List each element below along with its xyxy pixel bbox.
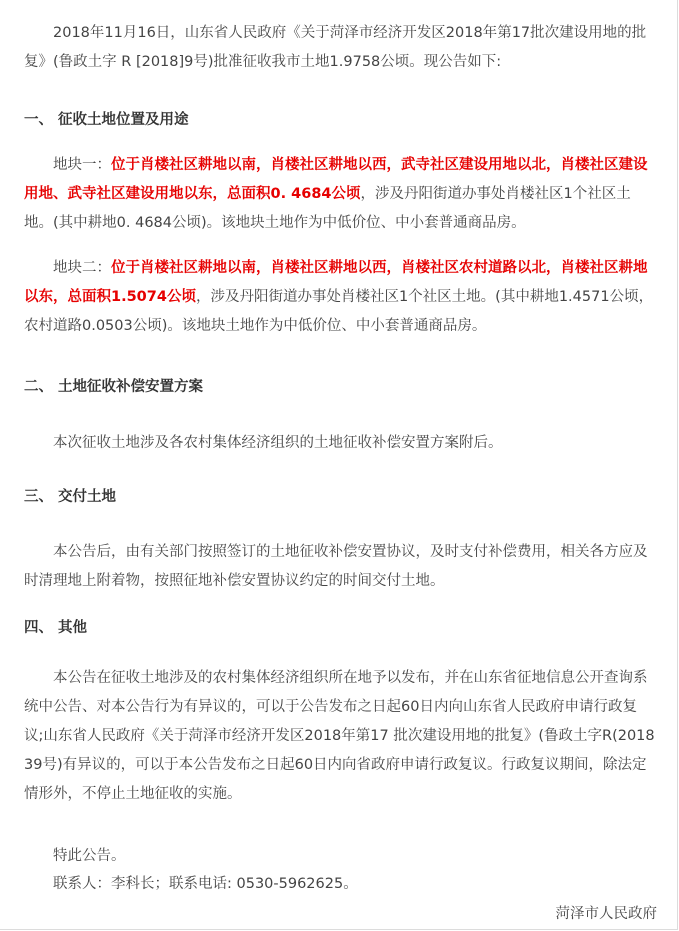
section4-heading: 四、 其他 — [24, 620, 88, 636]
plot2-paragraph — [24, 254, 656, 341]
plot1-location-highlight: 位于肖楼社区耕地以南，肖楼社区耕地以西，武寺社区建设用地以北，肖楼社区建设用地、武寺社区建设用地以东，总面积0. 4684公顷 — [24, 157, 648, 202]
contact-line: 联系人：李科长；联系电话: 0530-5962625。 — [53, 876, 358, 892]
closing-line: 特此公告。 — [53, 848, 126, 864]
plot2-location-highlight: 位于肖楼社区耕地以南，肖楼社区耕地以西，肖楼社区农村道路以北，肖楼社区耕地以东，总面积1.5074公顷 — [24, 260, 648, 305]
section3-body: 本公告后，由有关部门按照签订的土地征收补偿安置协议，及时支付补偿费用，相关各方应及时清理地上附着物，按照征地补偿安置协议约定的时间交付土地。 — [24, 544, 648, 589]
plot2-details: ，涉及丹阳街道办事处肖楼社区1个社区土地。(其中耕地1.4571公顷，农村道路0.0503公顷)。该地块土地作为中低价位、中小套普通商品房。 — [24, 289, 654, 334]
plot1-details: ，涉及丹阳街道办事处肖楼社区1个社区土地。(其中耕地0. 4684公顷)。该地块土地作为中低价位、中小套普通商品房。 — [24, 186, 631, 231]
signature: 菏泽市人民政府 — [555, 906, 657, 922]
plot1-paragraph — [24, 151, 656, 238]
section2-heading: 二、 土地征收补偿安置方案 — [24, 379, 204, 395]
plot2-label: 地块二： — [53, 260, 111, 276]
plot1-label: 地块一： — [53, 157, 111, 173]
intro-paragraph: 2018年11月16日，山东省人民政府《关于菏泽市经济开发区2018年第17批次建设用地的批复》(鲁政土字 R [2018]9号)批准征收我市土地1.9758公顷。现公告如下: — [24, 25, 647, 70]
section2-body: 本次征收土地涉及各农村集体经济组织的土地征收补偿安置方案附后。 — [53, 435, 503, 451]
section1-heading: 一、 征收土地位置及用途 — [24, 112, 189, 128]
section3-heading: 三、 交付土地 — [24, 489, 117, 505]
section4-body: 本公告在征收土地涉及的农村集体经济组织所在地予以发布，并在山东省征地信息公开查询系统中公告、对本公告行为有异议的，可以于公告发布之日起60日内向山东省人民政府申请行政复议;山东省人民政府《关于菏泽市经济开发区2018年第17 批次建设用地的批复》(鲁政土字R(201839号)有异议的，可以于本公告发布之日起60日内向省政府申请行政复议。行政复议期间，除法定情形外，不停止土地征收的实施。 — [24, 670, 655, 802]
